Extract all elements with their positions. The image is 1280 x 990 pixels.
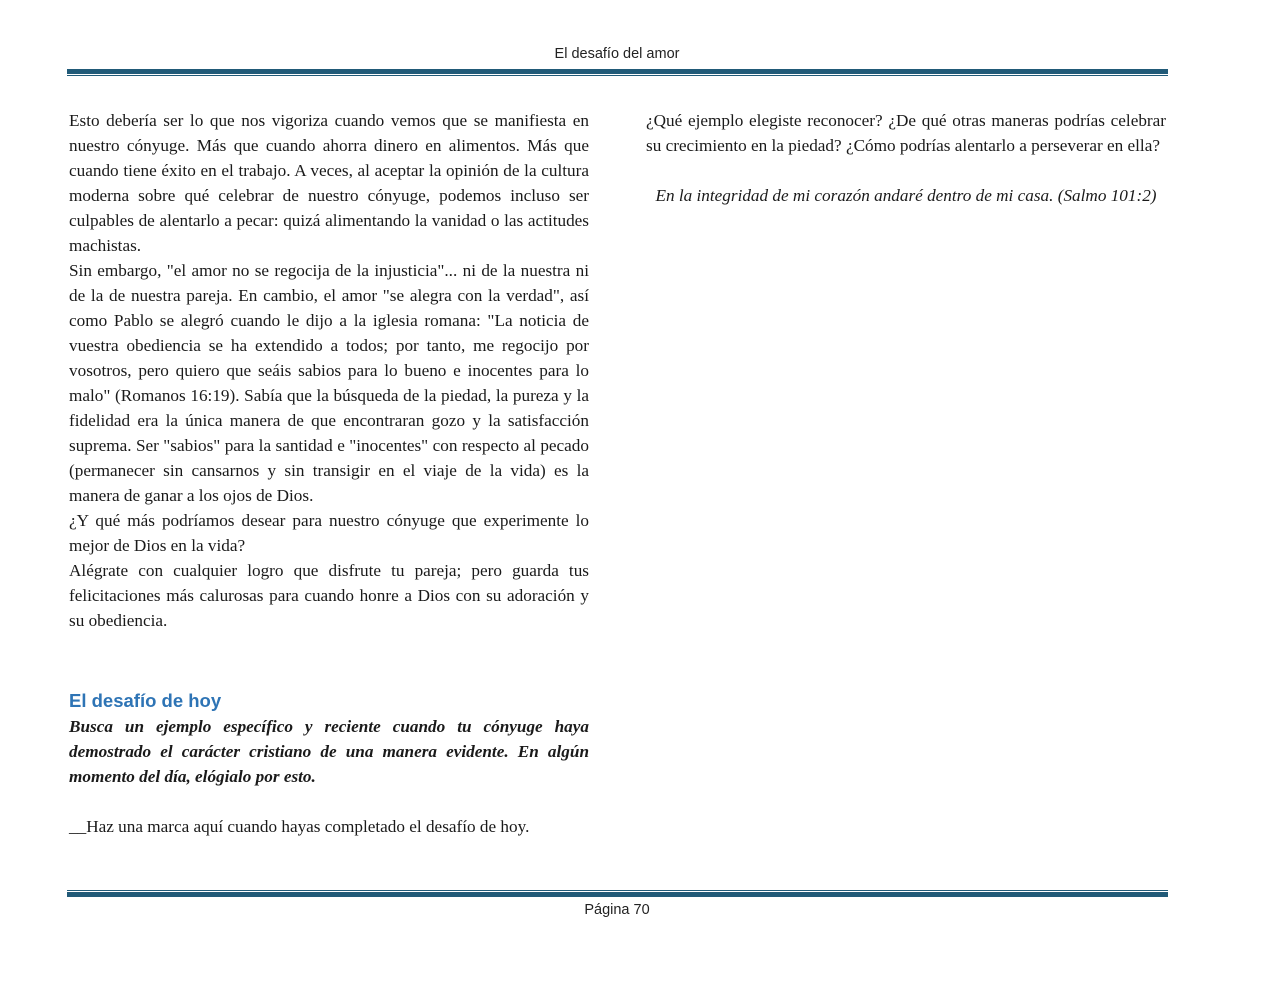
reflection-questions: ¿Qué ejemplo elegiste reconocer? ¿De qué otras maneras podrías celebrar su crecimiento en la piedad? ¿Cómo podrías alentarlo a perseverar en ella?: [646, 111, 1166, 155]
challenge-text: Busca un ejemplo específico y reciente cuando tu cónyuge haya demostrado el carácter cristiano de una manera evidente. En algún momento del día, elógialo por esto.: [69, 717, 589, 786]
body-paragraph: ¿Y qué más podríamos desear para nuestro cónyuge que experimente lo mejor de Dios en la vida?: [69, 511, 589, 555]
running-header-title: El desafío del amor: [554, 46, 680, 62]
scripture-verse: En la integridad de mi corazón andaré dentro de mi casa. (Salmo 101:2): [655, 186, 1157, 205]
header-rule: [67, 69, 1168, 76]
page-number: Página 70: [584, 902, 650, 918]
body-paragraph: Sin embargo, "el amor no se regocija de la injusticia"... ni de la nuestra ni de la de nuestra pareja. En cambio, el amor "se alegra con la verdad", así como Pablo se alegró cuando le dijo a la iglesia romana: "La noticia de vuestra obediencia se ha extendido a todos; por tanto, me regocijo por vosotros, pero quiero que seáis sabios para lo bueno e inocentes para lo malo" (Romanos 16:19). Sabía que la búsqueda de la piedad, la pureza y la fidelidad era la única manera de que encontraran gozo y la satisfacción suprema. Ser "sabios" para la santidad e "inocentes" con respecto al pecado (permanecer sin cansarnos y sin transigir en el viaje de la vida) es la manera de ganar a los ojos de Dios.: [69, 261, 589, 505]
footer-rule: [67, 890, 1168, 897]
body-paragraph: Esto debería ser lo que nos vigoriza cuando vemos que se manifiesta en nuestro cónyuge. Más que cuando ahorra dinero en alimentos. Más que cuando tiene éxito en el trabajo. A veces, al aceptar la opinión de la cultura moderna sobre qué celebrar de nuestro cónyuge, podemos incluso ser culpables de alentarlo a pecar: quizá alimentando la vanidad o las actitudes machistas.: [69, 111, 589, 255]
left-column: [69, 108, 589, 839]
challenge-heading: El desafío de hoy: [69, 690, 222, 711]
right-column: [646, 108, 1166, 208]
body-paragraph: Alégrate con cualquier logro que disfrute tu pareja; pero guarda tus felicitaciones más calurosas para cuando honre a Dios con su adoración y su obediencia.: [69, 561, 589, 630]
completion-checkmark-line: __Haz una marca aquí cuando hayas completado el desafío de hoy.: [69, 817, 530, 836]
